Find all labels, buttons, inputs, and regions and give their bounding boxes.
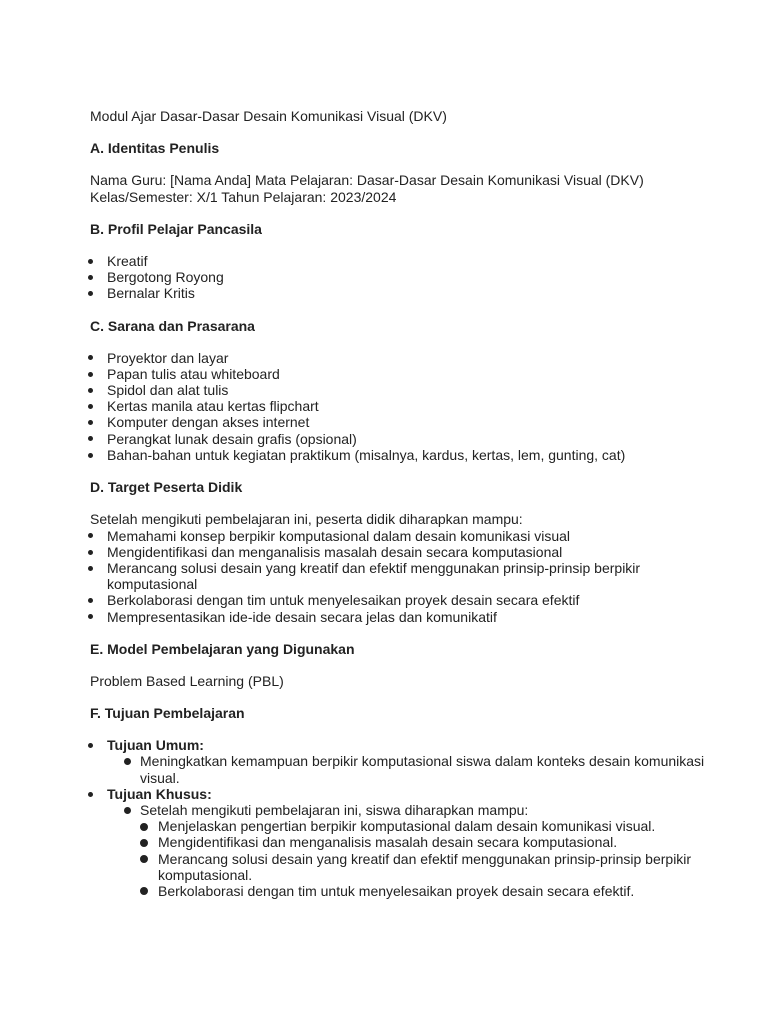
bullet-icon [83, 269, 97, 285]
list-item-text: Merancang solusi desain yang kreatif dan efektif menggunakan prinsip-prinsip berpikir komputasional [107, 559, 641, 593]
list-item-text: Meningkatkan kemampuan berpikir komputasional siswa dalam konteks desain komunikasi visual. [140, 753, 705, 786]
list-item-text: Berkolaborasi dengan tim untuk menyelesaikan proyek desain secara efektif [107, 592, 580, 609]
target-list [90, 528, 708, 625]
document-title: Modul Ajar Dasar-Dasar Desain Komunikasi Visual (DKV) [90, 108, 447, 124]
bullet-icon [83, 382, 97, 398]
list-item [90, 431, 708, 447]
bullet-icon [83, 737, 97, 753]
bullet-icon [83, 544, 97, 560]
bullet-icon [83, 253, 97, 269]
bullet-icon [83, 786, 97, 802]
list-item-text: Spidol dan alat tulis [107, 382, 229, 399]
bullet-icon [83, 414, 97, 430]
list-item [90, 528, 708, 544]
section-heading-profil: B. Profil Pelajar Pancasila [90, 221, 262, 237]
list-item [157, 834, 708, 850]
bullet-icon [83, 528, 97, 544]
list-item [157, 883, 708, 899]
section-heading-identitas: A. Identitas Penulis [90, 140, 220, 156]
list-item-text: Mempresentasikan ide-ide desain secara jelas dan komunikatif [107, 608, 497, 625]
list-item [124, 753, 708, 785]
list-item [90, 414, 708, 430]
tujuan-list [90, 737, 708, 899]
square-bullet-icon [138, 818, 150, 834]
list-item [90, 786, 708, 899]
tujuan-umum-label: Tujuan Umum: [107, 737, 204, 754]
model-text: Problem Based Learning (PBL) [90, 672, 284, 689]
list-item-text: Proyektor dan layar [107, 349, 229, 366]
section-heading-tujuan: F. Tujuan Pembelajaran [90, 705, 245, 722]
bullet-icon [83, 398, 97, 414]
sarana-list [90, 350, 708, 463]
square-bullet-icon [138, 851, 150, 867]
list-item [90, 382, 708, 398]
list-item [90, 560, 708, 592]
bullet-icon [83, 431, 97, 447]
section-heading-model: E. Model Pembelajaran yang Digunakan [90, 640, 355, 657]
list-item-text: Menjelaskan pengertian berpikir komputasional dalam desain komunikasi visual. [158, 818, 656, 835]
list-item-text: Merancang solusi desain yang kreatif dan efektif menggunakan prinsip-prinsip berpikir komputasional. [158, 850, 692, 883]
list-item [157, 818, 708, 834]
list-item-text: Memahami konsep berpikir komputasional dalam desain komunikasi visual [107, 527, 570, 544]
list-item [90, 253, 708, 269]
bullet-icon [83, 350, 97, 366]
list-item-text: Bernalar Kritis [107, 285, 195, 302]
bullet-icon [83, 560, 97, 576]
list-item-text: Setelah mengikuti pembelajaran ini, siswa diharapkan mampu: [140, 802, 529, 819]
tujuan-khusus-label: Tujuan Khusus: [107, 785, 212, 802]
list-item [124, 802, 708, 899]
square-bullet-icon [138, 834, 150, 850]
profil-list [90, 253, 708, 302]
bullet-icon [83, 285, 97, 301]
square-bullet-icon [138, 883, 150, 899]
list-item-text: Mengidentifikasi dan menganalisis masalah desain secara komputasional [107, 543, 563, 560]
tujuan-khusus-sublist [140, 818, 708, 899]
list-item [90, 737, 708, 786]
bullet-icon [83, 609, 97, 625]
bullet-icon [83, 447, 97, 463]
identitas-text: Nama Guru: [Nama Anda] Mata Pelajaran: Dasar-Dasar Desain Komunikasi Visual (DKV) Kelas/Semester: X/1 Tahun Pelajaran: 2023/2024 [90, 172, 644, 205]
list-item-text: Bergotong Royong [107, 269, 224, 286]
list-item [90, 544, 708, 560]
list-item [90, 350, 708, 366]
list-item [90, 398, 708, 414]
list-item-text: Papan tulis atau whiteboard [107, 365, 280, 382]
list-item-text: Komputer dengan akses internet [107, 414, 310, 431]
list-item-text: Mengidentifikasi dan menganalisis masalah desain secara komputasional. [158, 834, 618, 851]
list-item-text: Kreatif [107, 253, 148, 269]
list-item [90, 366, 708, 382]
list-item [90, 269, 708, 285]
bullet-icon [83, 592, 97, 608]
list-item [90, 447, 708, 463]
circle-bullet-icon [120, 753, 134, 769]
tujuan-khusus-list [107, 802, 708, 899]
bullet-icon [83, 366, 97, 382]
section-heading-sarana: C. Sarana dan Prasarana [90, 317, 255, 334]
target-intro: Setelah mengikuti pembelajaran ini, peserta didik diharapkan mampu: [90, 511, 523, 528]
list-item-text: Perangkat lunak desain grafis (opsional) [107, 430, 357, 447]
list-item [90, 592, 708, 608]
list-item [90, 285, 708, 301]
list-item [90, 609, 708, 625]
tujuan-umum-list [107, 753, 708, 785]
section-heading-target: D. Target Peserta Didik [90, 479, 243, 496]
circle-bullet-icon [120, 802, 134, 818]
list-item [157, 851, 708, 883]
list-item-text: Kertas manila atau kertas flipchart [107, 398, 319, 415]
list-item-text: Berkolaborasi dengan tim untuk menyelesaikan proyek desain secara efektif. [158, 883, 635, 900]
list-item-text: Bahan-bahan untuk kegiatan praktikum (misalnya, kardus, kertas, lem, gunting, cat) [107, 446, 626, 463]
